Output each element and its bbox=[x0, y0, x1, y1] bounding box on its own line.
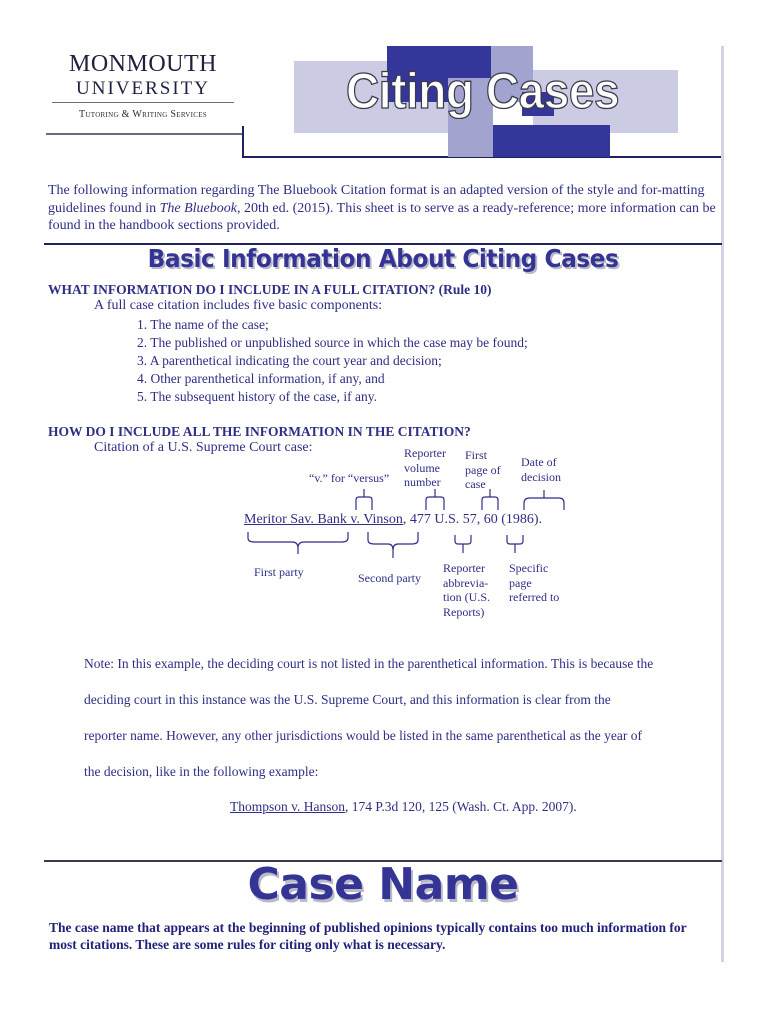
note-line: the decision, like in the following example: bbox=[84, 764, 319, 779]
label-first-party: First party bbox=[254, 565, 304, 579]
citation-rest: , 477 U.S. 57, 60 (1986). bbox=[402, 512, 543, 527]
list-item: 5. The subsequent history of the case, if any. bbox=[137, 389, 377, 404]
intro-text-2: , 20th ed. (2015). This sheet is to serve as a ready-reference; more information can be found in the handbook sections provided. bbox=[48, 200, 716, 233]
label-versus: “v.” for “versus” bbox=[309, 471, 390, 485]
list-item: 2. The published or unpublished source in which the case may be found; bbox=[137, 335, 528, 350]
page-title: Citing Cases bbox=[346, 63, 620, 119]
label-line: referred to bbox=[509, 590, 560, 604]
label-specific-page bbox=[509, 561, 559, 605]
label-line: page bbox=[509, 575, 532, 590]
label-line: Date of bbox=[521, 455, 557, 469]
label-line: Reports) bbox=[443, 604, 485, 619]
list-item: 3. A parenthetical indicating the court year and decision; bbox=[137, 353, 442, 368]
example-case-name: Thompson v. Hanson bbox=[230, 799, 345, 814]
citation-case-name: Meritor Sav. Bank v. Vinson bbox=[244, 512, 403, 527]
note-line: reporter name. However, any other jurisdictions would be listed in the same parenthetical as the year of bbox=[84, 728, 643, 743]
question-citation-info: HOW DO I INCLUDE ALL THE INFORMATION IN THE CITATION? bbox=[48, 424, 471, 439]
logo-university: UNIVERSITY bbox=[76, 78, 210, 99]
note-line: deciding court in this instance was the U.S. Supreme Court, and this information is clear from the bbox=[84, 692, 611, 707]
label-line: Reporter bbox=[404, 446, 446, 460]
label-line: abbrevia- bbox=[443, 575, 489, 590]
example-citation-washington bbox=[230, 799, 577, 815]
label-line: Reporter bbox=[443, 561, 485, 575]
section-title-basic: Basic Information About Citing Cases bbox=[147, 244, 619, 273]
note-line: Note: In this example, the deciding court is not listed in the parenthetical information. This is because the bbox=[84, 656, 654, 671]
intro-text-1: The following information regarding The Bluebook Citation format is an adapted version of the style and for-matting guidelines found in bbox=[48, 183, 705, 216]
list-item: 4. Other parenthetical information, if any, and bbox=[137, 371, 385, 386]
question-full-citation: WHAT INFORMATION DO I INCLUDE IN A FULL CITATION? (Rule 10) bbox=[48, 282, 492, 297]
example-citation-rest: , 174 P.3d 120, 125 (Wash. Ct. App. 2007). bbox=[345, 799, 577, 814]
label-line: Specific bbox=[509, 561, 549, 575]
section-title-case-name: Case Name bbox=[247, 859, 519, 910]
label-line: case bbox=[465, 477, 486, 491]
label-line: number bbox=[404, 475, 441, 489]
label-line: First bbox=[465, 448, 488, 462]
logo-monmouth: MONMOUTH bbox=[69, 51, 217, 77]
case-name-description: The case name that appears at the beginning of published opinions typically contains too much information for most citations. These are some rules for citing only what is necessary. bbox=[49, 920, 687, 952]
label-line: page of bbox=[465, 462, 501, 477]
label-second-party: Second party bbox=[358, 571, 421, 585]
label-line: volume bbox=[404, 460, 440, 475]
label-line: tion (U.S. bbox=[443, 590, 491, 604]
question-citation-info-intro: Citation of a U.S. Supreme Court case: bbox=[94, 440, 313, 455]
logo-tutoring-services: Tutoring & Writing Services bbox=[78, 109, 207, 120]
list-item: 1. The name of the case; bbox=[137, 317, 269, 332]
question-full-citation-intro: A full case citation includes five basic components: bbox=[94, 298, 383, 313]
intro-book-title: The Bluebook bbox=[159, 200, 237, 216]
label-line: decision bbox=[521, 469, 561, 484]
label-reporter-abbreviation bbox=[443, 561, 490, 619]
